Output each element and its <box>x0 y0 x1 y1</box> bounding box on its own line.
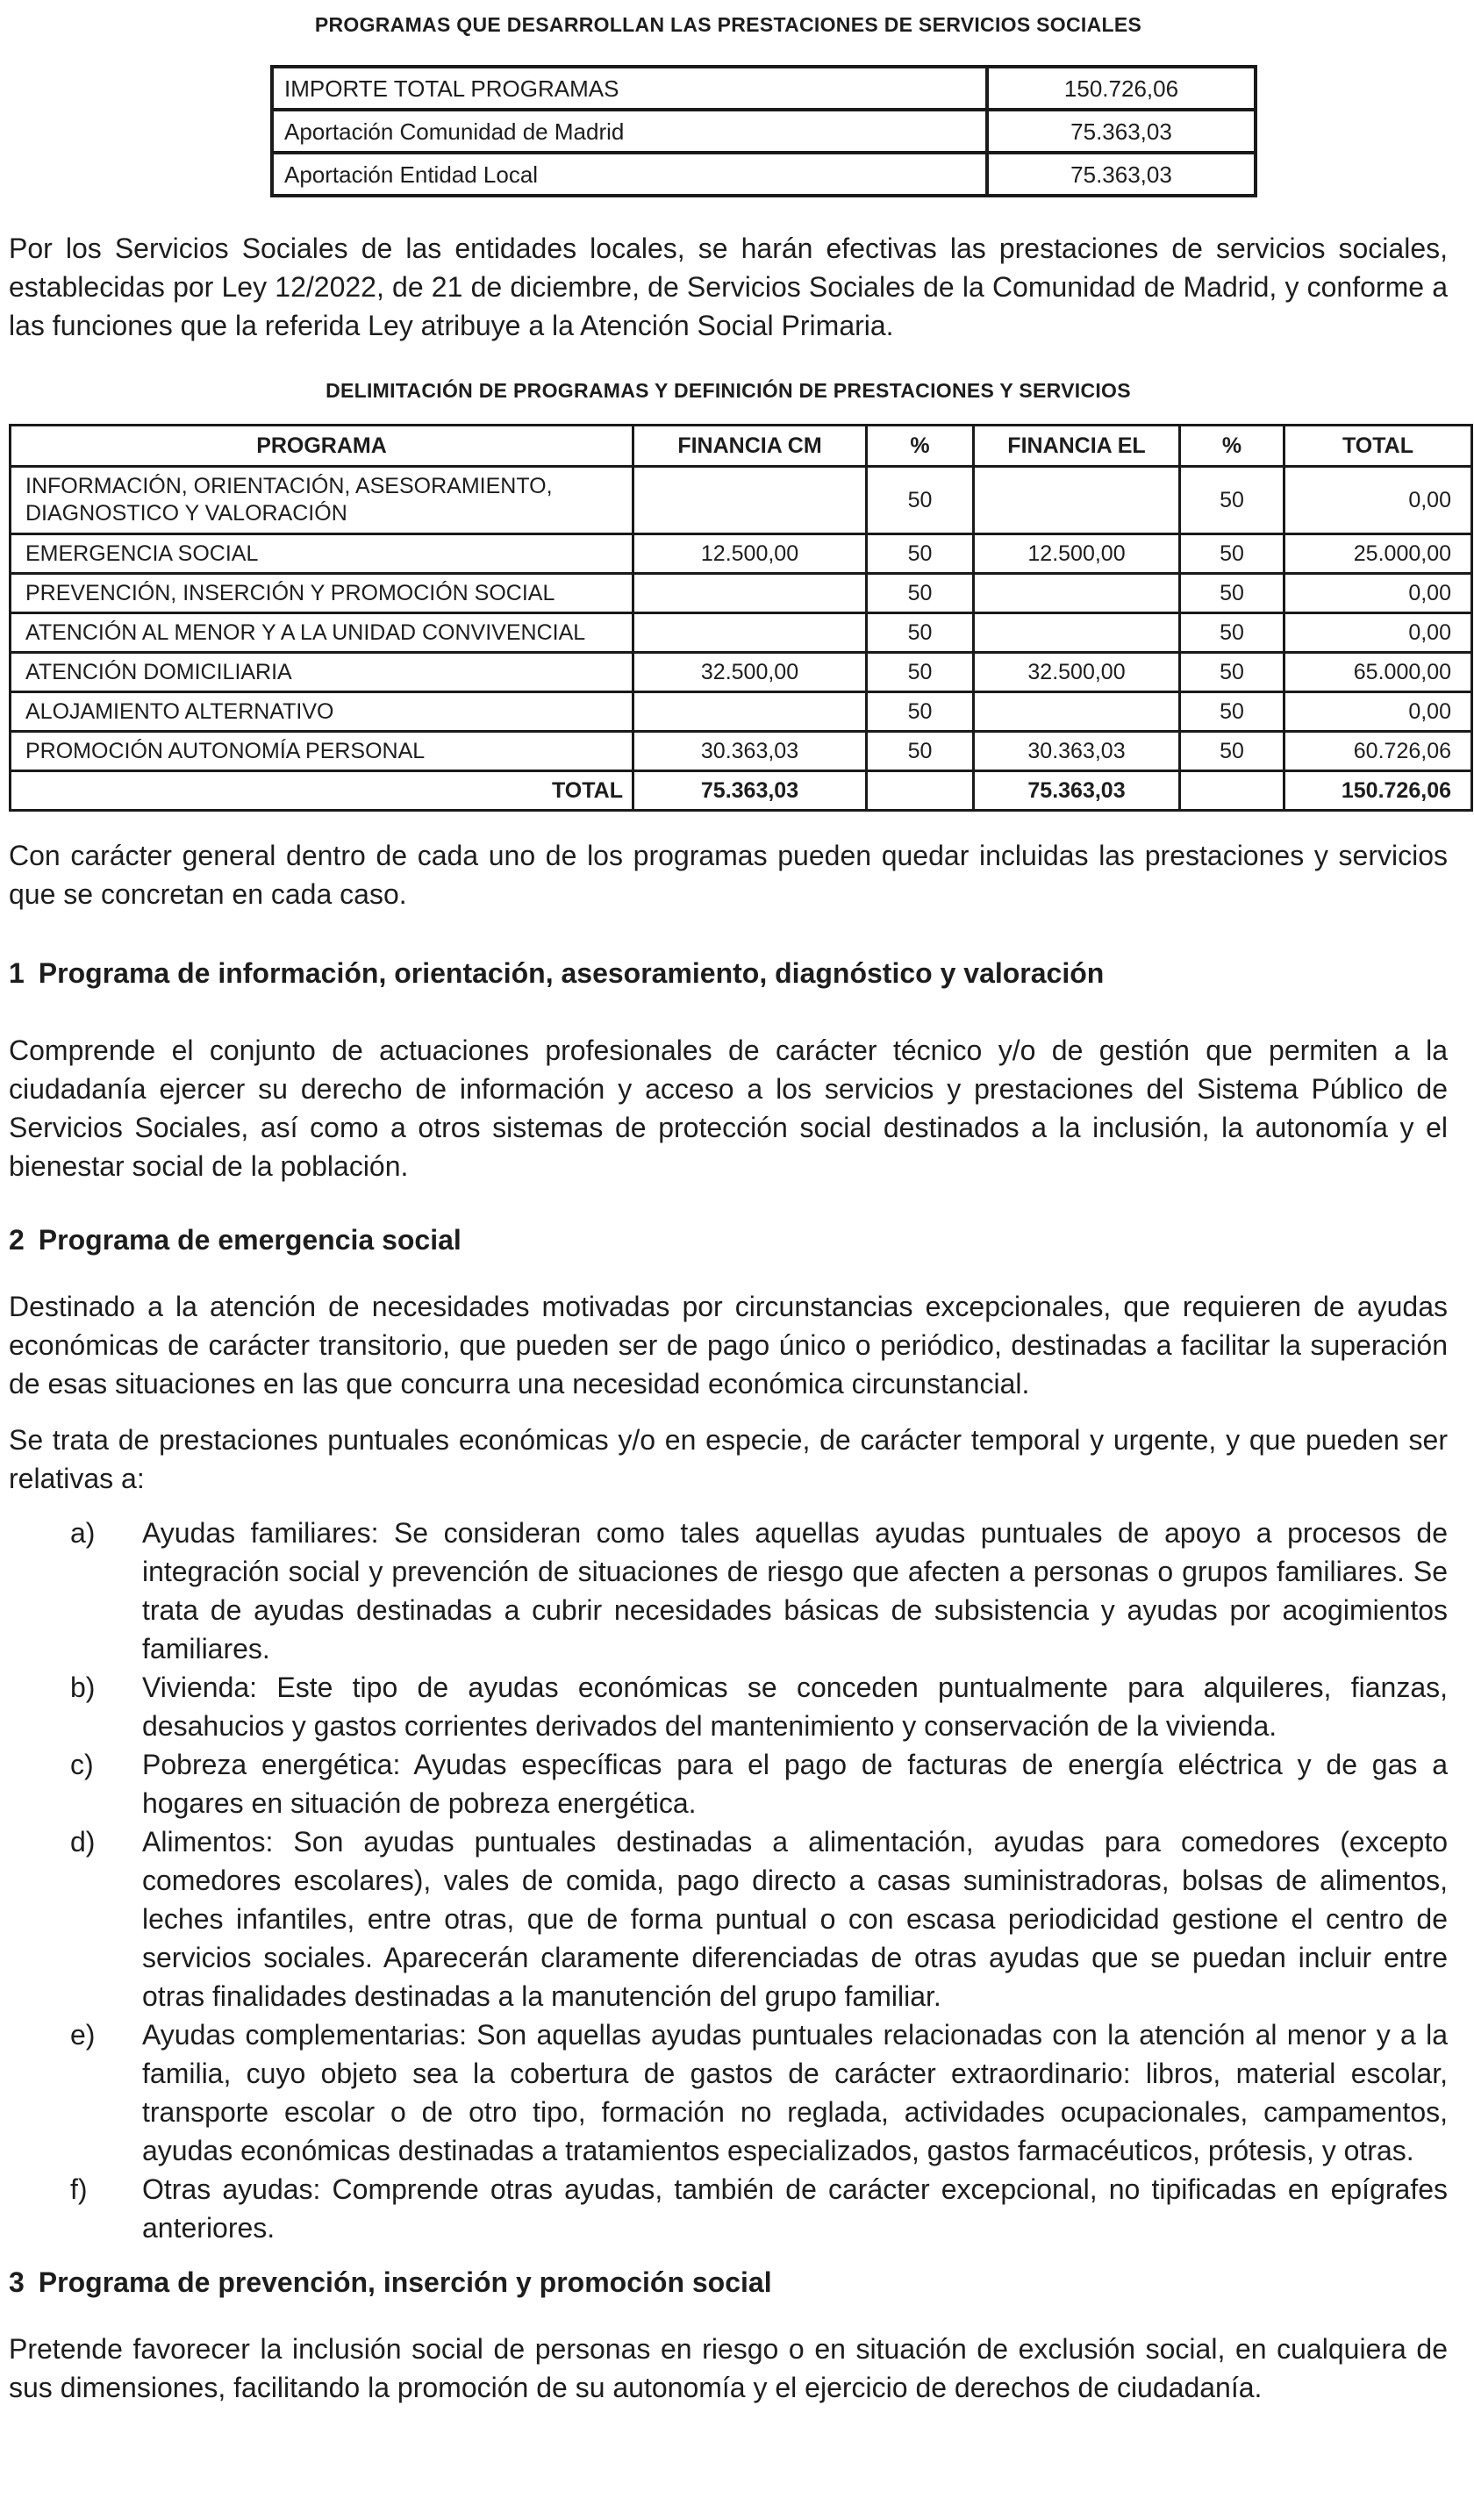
financia-el-cell <box>974 467 1180 534</box>
table-row <box>11 574 1472 613</box>
table-row <box>11 467 1472 534</box>
pct-el-cell: 50 <box>1180 692 1284 732</box>
table-row <box>272 153 1256 196</box>
table-row <box>11 534 1472 574</box>
pct-cm-cell: 50 <box>867 534 974 574</box>
list-item-text: Ayudas complementarias: Son aquellas ayudas puntuales relacionadas con la atención al menor y a la familia, cuyo objeto sea la cobertura de gastos de carácter extraordinario: libros, material escolar, transporte escolar o de otro tipo, formación no reglada, actividades ocupacionales, campamentos, ayudas económicas destinadas a tratamientos especializados, gastos farmacéuticos, prótesis, y otras. <box>142 2019 1448 2166</box>
total-cell: 0,00 <box>1284 467 1472 534</box>
list-item-text: Vivienda: Este tipo de ayudas económicas se conceden puntualmente para alquileres, fianzas, desahucios y gastos corrientes derivados del mantenimiento y conservación de la vivienda. <box>142 1672 1448 1742</box>
column-header-financia-cm: FINANCIA CM <box>633 426 867 467</box>
pct-el-cell: 50 <box>1180 534 1284 574</box>
list-item-text: Alimentos: Son ayudas puntuales destinadas a alimentación, ayudas para comedores (excepto comedores escolares), vales de comida, pago directo a casas suministradoras, bolsas de alimentos, leches infantiles, entre otras, que de forma puntual o con escasa periodicidad gestione el centro de servicios sociales. Aparecerán claramente diferenciadas de otras ayudas que se puedan incluir entre otras finalidades destinadas a la manutención del grupo familiar. <box>142 1826 1448 2012</box>
total-cell: 150.726,06 <box>1284 771 1472 811</box>
list-item-letter: d) <box>70 1826 96 1858</box>
pct-cm-cell: 50 <box>867 732 974 771</box>
financia-el-cell: 12.500,00 <box>974 534 1180 574</box>
table-row <box>11 613 1472 653</box>
section-heading-2 <box>9 1221 1448 1259</box>
list-item <box>9 2015 1448 2170</box>
pct-el-cell: 50 <box>1180 613 1284 653</box>
table-row <box>11 692 1472 732</box>
list-item-letter: a) <box>70 1517 96 1549</box>
table-header-row <box>11 426 1472 467</box>
total-cell: 0,00 <box>1284 613 1472 653</box>
delimitation-title: DELIMITACIÓN DE PROGRAMAS Y DEFINICIÓN DE PRESTACIONES Y SERVICIOS <box>326 379 1131 402</box>
summary-value: 75.363,03 <box>987 153 1256 196</box>
list-item-letter: e) <box>70 2019 96 2051</box>
pct-el-cell <box>1180 771 1284 811</box>
pct-cm-cell: 50 <box>867 613 974 653</box>
list-item <box>9 1514 1448 1668</box>
general-paragraph: Con carácter general dentro de cada uno de los programas pueden quedar incluidas las prestaciones y servicios que se concretan en cada caso. <box>9 840 1448 910</box>
list-item <box>9 2170 1448 2247</box>
financia-cm-cell: 75.363,03 <box>633 771 867 811</box>
financia-el-cell: 30.363,03 <box>974 732 1180 771</box>
program-name-cell: ATENCIÓN DOMICILIARIA <box>11 653 633 692</box>
list-item-text: Otras ayudas: Comprende otras ayudas, también de carácter excepcional, no tipificadas en epígrafes anteriores. <box>142 2173 1448 2244</box>
column-header-financia-el: FINANCIA EL <box>974 426 1180 467</box>
summary-value: 75.363,03 <box>987 110 1256 153</box>
summary-table <box>270 65 1257 197</box>
table-row <box>272 67 1256 110</box>
table-row <box>272 110 1256 153</box>
total-cell: 65.000,00 <box>1284 653 1472 692</box>
column-header-total: TOTAL <box>1284 426 1472 467</box>
list-item <box>9 1668 1448 1745</box>
section-heading-3 <box>9 2263 1448 2302</box>
section-number: 1 <box>9 957 25 989</box>
page-title: PROGRAMAS QUE DESARROLLAN LAS PRESTACIONES DE SERVICIOS SOCIALES <box>314 13 1142 36</box>
section-paragraph: Pretende favorecer la inclusión social de personas en riesgo o en situación de exclusión social, en cualquiera de sus dimensiones, facilitando la promoción de su autonomía y el ejercicio de derechos de ciudadanía. <box>9 2333 1448 2403</box>
financia-cm-cell <box>633 692 867 732</box>
program-name-cell: ALOJAMIENTO ALTERNATIVO <box>11 692 633 732</box>
section-title: Programa de emergencia social <box>38 1224 462 1256</box>
total-cell: 0,00 <box>1284 574 1472 613</box>
program-name-cell: PROMOCIÓN AUTONOMÍA PERSONAL <box>11 732 633 771</box>
financia-el-cell <box>974 692 1180 732</box>
table-row <box>11 732 1472 771</box>
column-header-programa: PROGRAMA <box>11 426 633 467</box>
list-item <box>9 1822 1448 2015</box>
pct-el-cell: 50 <box>1180 732 1284 771</box>
programs-table <box>9 424 1473 812</box>
table-row <box>11 653 1472 692</box>
summary-value: 150.726,06 <box>987 67 1256 110</box>
list-item-text: Ayudas familiares: Se consideran como tales aquellas ayudas puntuales de apoyo a procesos de integración social y prevención de situaciones de riesgo que afecten a personas o grupos familiares. Se trata de ayudas destinadas a cubrir necesidades básicas de subsistencia y ayudas por acogimientos familiares. <box>142 1517 1448 1664</box>
section-number: 2 <box>9 1224 25 1256</box>
program-name-cell: EMERGENCIA SOCIAL <box>11 534 633 574</box>
financia-cm-cell: 30.363,03 <box>633 732 867 771</box>
total-cell: 60.726,06 <box>1284 732 1472 771</box>
total-cell: 0,00 <box>1284 692 1472 732</box>
summary-label: IMPORTE TOTAL PROGRAMAS <box>272 67 987 110</box>
table-total-row <box>11 771 1472 811</box>
program-name-cell: PREVENCIÓN, INSERCIÓN Y PROMOCIÓN SOCIAL <box>11 574 633 613</box>
column-header-pct-el: % <box>1180 426 1284 467</box>
financia-cm-cell <box>633 574 867 613</box>
financia-cm-cell: 32.500,00 <box>633 653 867 692</box>
pct-cm-cell <box>867 771 974 811</box>
financia-el-cell: 75.363,03 <box>974 771 1180 811</box>
section-heading-1 <box>9 954 1448 992</box>
pct-cm-cell: 50 <box>867 653 974 692</box>
list-item-letter: c) <box>70 1749 94 1780</box>
section-title: Programa de prevención, inserción y promoción social <box>38 2266 772 2298</box>
section-paragraph: Comprende el conjunto de actuaciones profesionales de carácter técnico y/o de gestión que permiten a la ciudadanía ejercer su derecho de información y acceso a los servicios y prestaciones del Sistema Público de Servicios Sociales, así como a otros sistemas de protección social destinados a la inclusión, la autonomía y el bienestar social de la población. <box>9 1034 1448 1182</box>
financia-el-cell: 32.500,00 <box>974 653 1180 692</box>
financia-el-cell <box>974 613 1180 653</box>
total-label-cell: TOTAL <box>11 771 633 811</box>
program-name-cell: ATENCIÓN AL MENOR Y A LA UNIDAD CONVIVENCIAL <box>11 613 633 653</box>
list-item <box>9 1745 1448 1822</box>
pct-el-cell: 50 <box>1180 653 1284 692</box>
summary-label: Aportación Comunidad de Madrid <box>272 110 987 153</box>
aid-types-list <box>9 1514 1448 2247</box>
pct-el-cell: 50 <box>1180 467 1284 534</box>
list-item-text: Pobreza energética: Ayudas específicas para el pago de facturas de energía eléctrica y de gas a hogares en situación de pobreza energética. <box>142 1749 1448 1819</box>
section-title: Programa de información, orientación, asesoramiento, diagnóstico y valoración <box>38 957 1105 989</box>
pct-cm-cell: 50 <box>867 574 974 613</box>
total-cell: 25.000,00 <box>1284 534 1472 574</box>
pct-cm-cell: 50 <box>867 467 974 534</box>
section-paragraph: Se trata de prestaciones puntuales económicas y/o en especie, de carácter temporal y urgente, y que pueden ser relativas a: <box>9 1424 1448 1494</box>
financia-el-cell <box>974 574 1180 613</box>
financia-cm-cell <box>633 613 867 653</box>
financia-cm-cell: 12.500,00 <box>633 534 867 574</box>
pct-cm-cell: 50 <box>867 692 974 732</box>
list-item-letter: f) <box>70 2173 88 2205</box>
list-item-letter: b) <box>70 1672 96 1703</box>
pct-el-cell: 50 <box>1180 574 1284 613</box>
program-name-cell: INFORMACIÓN, ORIENTACIÓN, ASESORAMIENTO, DIAGNOSTICO Y VALORACIÓN <box>11 467 633 534</box>
summary-label: Aportación Entidad Local <box>272 153 987 196</box>
intro-paragraph: Por los Servicios Sociales de las entidades locales, se harán efectivas las prestaciones de servicios sociales, establecidas por Ley 12/2022, de 21 de diciembre, de Servicios Sociales de la Comunidad de Madrid, y conforme a las funciones que la referida Ley atribuye a la Atención Social Primaria. <box>9 233 1448 341</box>
section-paragraph: Destinado a la atención de necesidades motivadas por circunstancias excepcionales, que requieren de ayudas económicas de carácter transitorio, que pueden ser de pago único o periódico, destinadas a facilitar la superación de esas situaciones en las que concurra una necesidad económica circunstancial. <box>9 1291 1448 1400</box>
column-header-pct-cm: % <box>867 426 974 467</box>
financia-cm-cell <box>633 467 867 534</box>
section-number: 3 <box>9 2266 25 2298</box>
